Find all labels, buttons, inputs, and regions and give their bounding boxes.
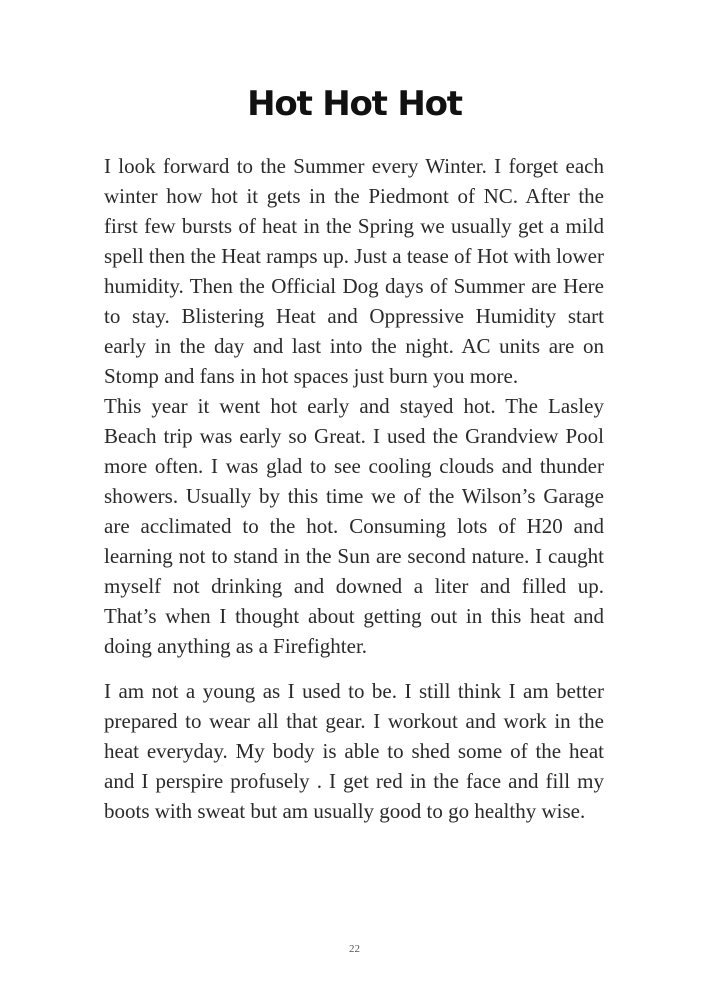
page-number: 22 (349, 943, 360, 955)
page-title: Hot Hot Hot (247, 84, 462, 124)
body-text (104, 151, 604, 826)
paragraph-3: I am not a young as I used to be. I still think I am better prepared to wear all that gear. I workout and work in the heat everyday. My body is able to shed some of the heat and I perspire profusely . I get red in the face and fill my boots with sweat but am usually good to go healthy wise. (104, 679, 604, 823)
paragraph-1: I look forward to the Summer every Winter. I forget each winter how hot it gets in the Piedmont of NC. After the first few bursts of heat in the Spring we usually get a mild spell then the Heat ramps up. Just a tease of Hot with lower humidity. Then the Official Dog days of Summer are Here to stay. Blistering Heat and Oppressive Humidity start early in the day and last into the night. AC units are on Stomp and fans in hot spaces just burn you more. (104, 154, 604, 388)
paragraph-2: This year it went hot early and stayed hot. The Lasley Beach trip was early so Great. I used the Grandview Pool more often. I was glad to see cooling clouds and thunder showers. Usually by this time we of the Wilson’s Garage are acclimated to the hot. Consuming lots of H20 and learning not to stand in the Sun are second nature. I caught myself not drinking and downed a liter and filled up. That’s when I thought about getting out in this heat and doing anything as a Firefighter. (104, 394, 604, 658)
